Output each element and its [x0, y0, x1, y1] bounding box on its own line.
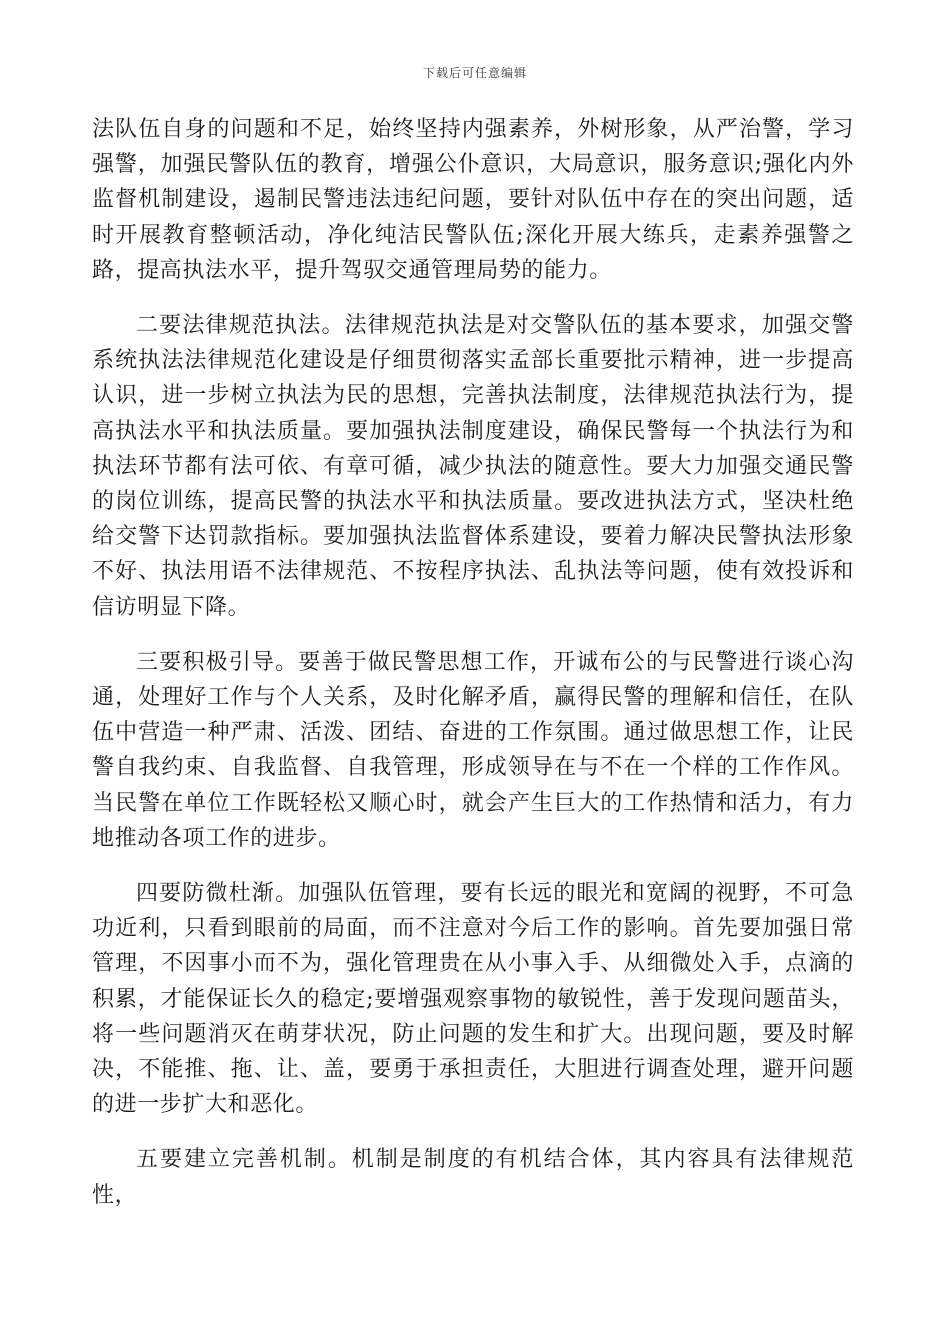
- page-header: 下载后可任意编辑: [422, 66, 527, 80]
- paragraph-point-two: 二要法律规范执法。法律规范执法是对交警队伍的基本要求，加强交警系统执法法律规范化建设是仔细贯彻落实孟部长重要批示精神，进一步提高认识，进一步树立执法为民的思想，完善执法制度，法律规范执法行为，提高执法水平和执法质量。要加强执法制度建设，确保民警每一个执法行为和执法环节都有法可依、有章可循，减少执法的随意性。要大力加强交通民警的岗位训练，提高民警的执法水平和执法质量。要改进执法方式，坚决杜绝给交警下达罚款指标。要加强执法监督体系建设，要着力解决民警执法形象不好、执法用语不法律规范、不按程序执法、乱执法等问题，使有效投诉和信访明显下降。: [92, 313, 854, 620]
- paragraph-point-three: 三要积极引导。要善于做民警思想工作，开诚布公的与民警进行谈心沟通，处理好工作与个人关系，及时化解矛盾，赢得民警的理解和信任，在队伍中营造一种严肃、活泼、团结、奋进的工作氛围。通过做思想工作，让民警自我约束、自我监督、自我管理，形成领导在与不在一个样的工作作风。当民警在单位工作既轻松又顺心时，就会产生巨大的工作热情和活力，有力地推动各项工作的进步。: [92, 649, 854, 851]
- paragraph-point-five: 五要建立完善机制。机制是制度的有机结合体，其内容具有法律规范性，: [92, 1147, 854, 1208]
- paragraph-point-four: 四要防微杜渐。加强队伍管理，要有长远的眼光和宽阔的视野，不可急功近利，只看到眼前的局面，而不注意对今后工作的影响。首先要加强日常管理，不因事小而不为，强化管理贵在从小事入手、从细微处入手，点滴的积累，才能保证长久的稳定;要增强观察事物的敏锐性，善于发现问题苗头，将一些问题消灭在萌芽状况，防止问题的发生和扩大。出现问题，要及时解决，不能推、拖、让、盖，要勇于承担责任，大胆进行调查处理，避开问题的进一步扩大和恶化。: [92, 881, 854, 1118]
- paragraph-continuation: 法队伍自身的问题和不足，始终坚持内强素养，外树形象，从严治警，学习强警，加强民警队伍的教育，增强公仆意识，大局意识，服务意识;强化内外监督机制建设，遏制民警违法违纪问题，要针对队伍中存在的突出问题，适时开展教育整顿活动，净化纯洁民警队伍;深化开展大练兵，走素养强警之路，提高执法水平，提升驾驭交通管理局势的能力。: [92, 117, 854, 283]
- document-body: [92, 112, 854, 1233]
